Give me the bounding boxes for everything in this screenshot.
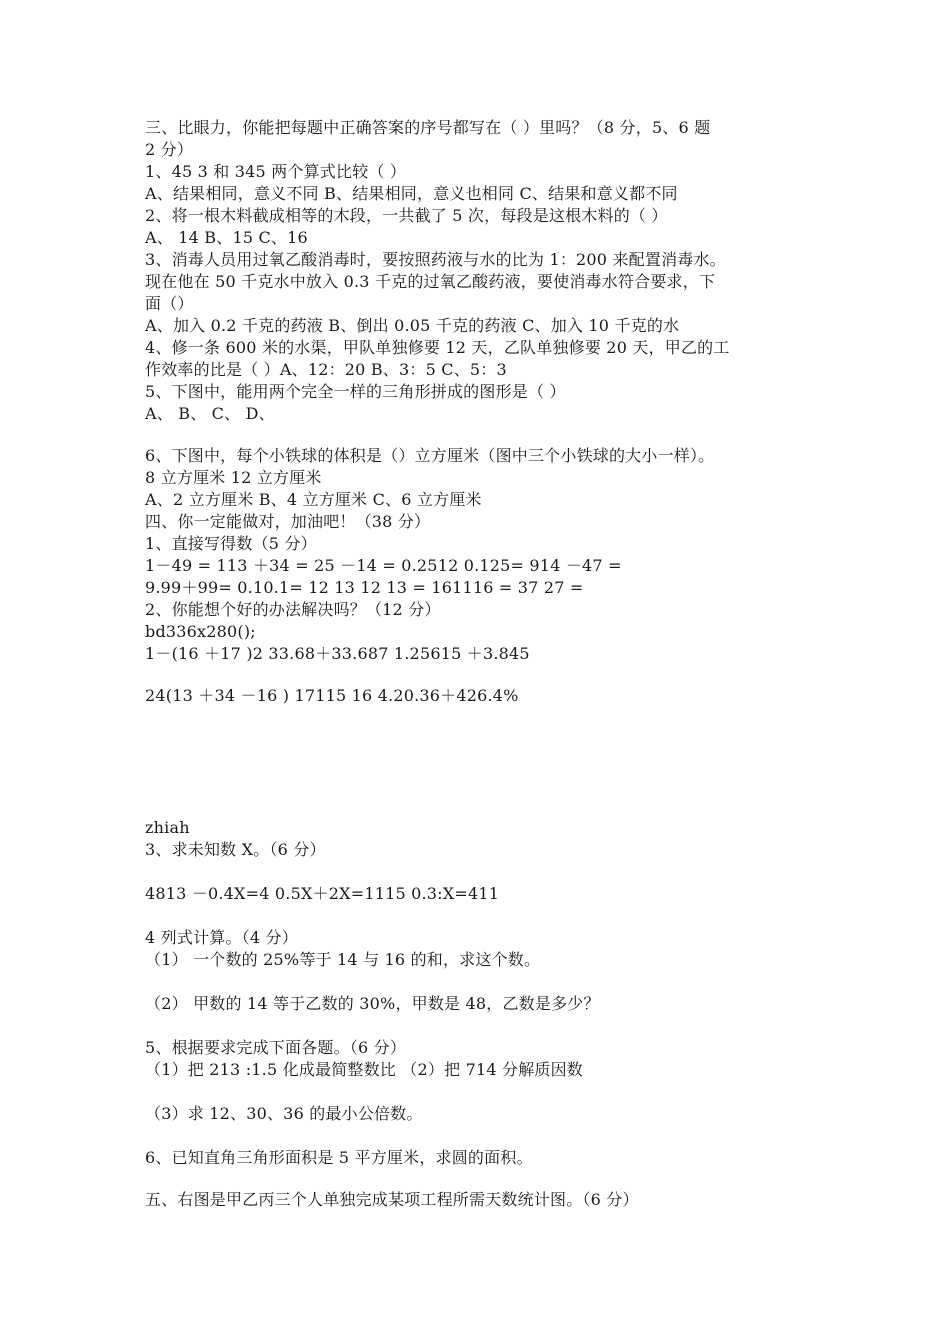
question-6-figure-labels: 8 立方厘米 12 立方厘米 (145, 468, 322, 487)
part-1-heading: 1、直接写得数（5 分） (145, 534, 317, 553)
part-6-question: 6、已知直角三角形面积是 5 平方厘米，求圆的面积。 (145, 1148, 533, 1167)
part-2-row-1: 1－(16 ＋17 )2 33.68＋33.687 1.25615 ＋3.845 (145, 644, 530, 663)
question-3-cont: 现在他在 50 千克水中放入 0.3 千克的过氧乙酸药液，要使消毒水符合要求，下 (145, 272, 716, 291)
question-3-options: A、加入 0.2 千克的药液 B、倒出 0.05 千克的药液 C、加入 10 千克的水 (145, 316, 680, 335)
question-1-options: A、结果相同，意义不同 B、结果相同，意义也相同 C、结果和意义都不同 (145, 184, 678, 203)
question-6-options: A、2 立方厘米 B、4 立方厘米 C、6 立方厘米 (145, 490, 482, 509)
question-5: 5、下图中，能用两个完全一样的三角形拼成的图形是（ ） (145, 382, 566, 401)
part-5-items-1-2: （1）把 213 :1.5 化成最简整数比 （2）把 714 分解质因数 (145, 1060, 583, 1079)
question-5-options: A、 B、 C、 D、 (145, 404, 275, 423)
section-4-heading: 四、你一定能做对，加油吧！（38 分） (145, 512, 431, 531)
part-2-row-2: 24(13 ＋34 －16 ) 17115 16 4.20.36＋426.4% (145, 686, 519, 705)
part-4-item-1: （1） 一个数的 25%等于 14 与 16 的和，求这个数。 (145, 950, 541, 969)
section-3-heading: 三、比眼力，你能把每题中正确答案的序号都写在（ ）里吗？（8 分，5、6 题 (145, 118, 711, 137)
question-2-options: A、 14 B、15 C、16 (145, 228, 308, 247)
part-5-item-3: （3）求 12、30、36 的最小公倍数。 (145, 1104, 423, 1123)
part-3-heading: 3、求未知数 X。（6 分） (145, 840, 326, 859)
part-2-heading: 2、你能想个好的办法解决吗？（12 分） (145, 600, 441, 619)
part-4-heading: 4 列式计算。（4 分） (145, 928, 298, 947)
section-5-heading: 五、右图是甲乙丙三个人单独完成某项工程所需天数统计图。（6 分） (145, 1190, 639, 1209)
part-1-row-1: 1－49 = 113 ＋34 = 25 －14 = 0.2512 0.125= 914 －47 = (145, 556, 622, 575)
question-3-cont-2: 面（） (145, 294, 194, 313)
part-5-heading: 5、根据要求完成下面各题。（6 分） (145, 1038, 407, 1057)
part-1-row-2: 9.99＋99= 0.10.1= 12 13 12 13 = 161116 = 37 27 = (145, 578, 584, 597)
ad-placeholder-text: bd336x280(); (145, 622, 256, 641)
stray-text: zhiah (145, 818, 190, 837)
part-4-item-2: （2） 甲数的 14 等于乙数的 30%，甲数是 48，乙数是多少？ (145, 994, 600, 1013)
question-2: 2、将一根木料截成相等的木段，一共截了 5 次，每段是这根木料的（ ） (145, 206, 668, 225)
part-3-equations: 4813 －0.4X=4 0.5X＋2X=1115 0.3:X=411 (145, 884, 500, 903)
question-4: 4、修一条 600 米的水渠，甲队单独修要 12 天，乙队单独修要 20 天，甲乙的工 (145, 338, 730, 357)
question-4-options: 作效率的比是（ ）A、12：20 B、3：5 C、5：3 (145, 360, 507, 379)
question-6: 6、下图中，每个小铁球的体积是（）立方厘米（图中三个小铁球的大小一样）。 (145, 446, 715, 465)
question-3: 3、消毒人员用过氧乙酸消毒时，要按照药液与水的比为 1：200 来配置消毒水。 (145, 250, 726, 269)
question-1: 1、45 3 和 345 两个算式比较（ ） (145, 162, 407, 181)
section-3-heading-cont: 2 分） (145, 140, 194, 159)
